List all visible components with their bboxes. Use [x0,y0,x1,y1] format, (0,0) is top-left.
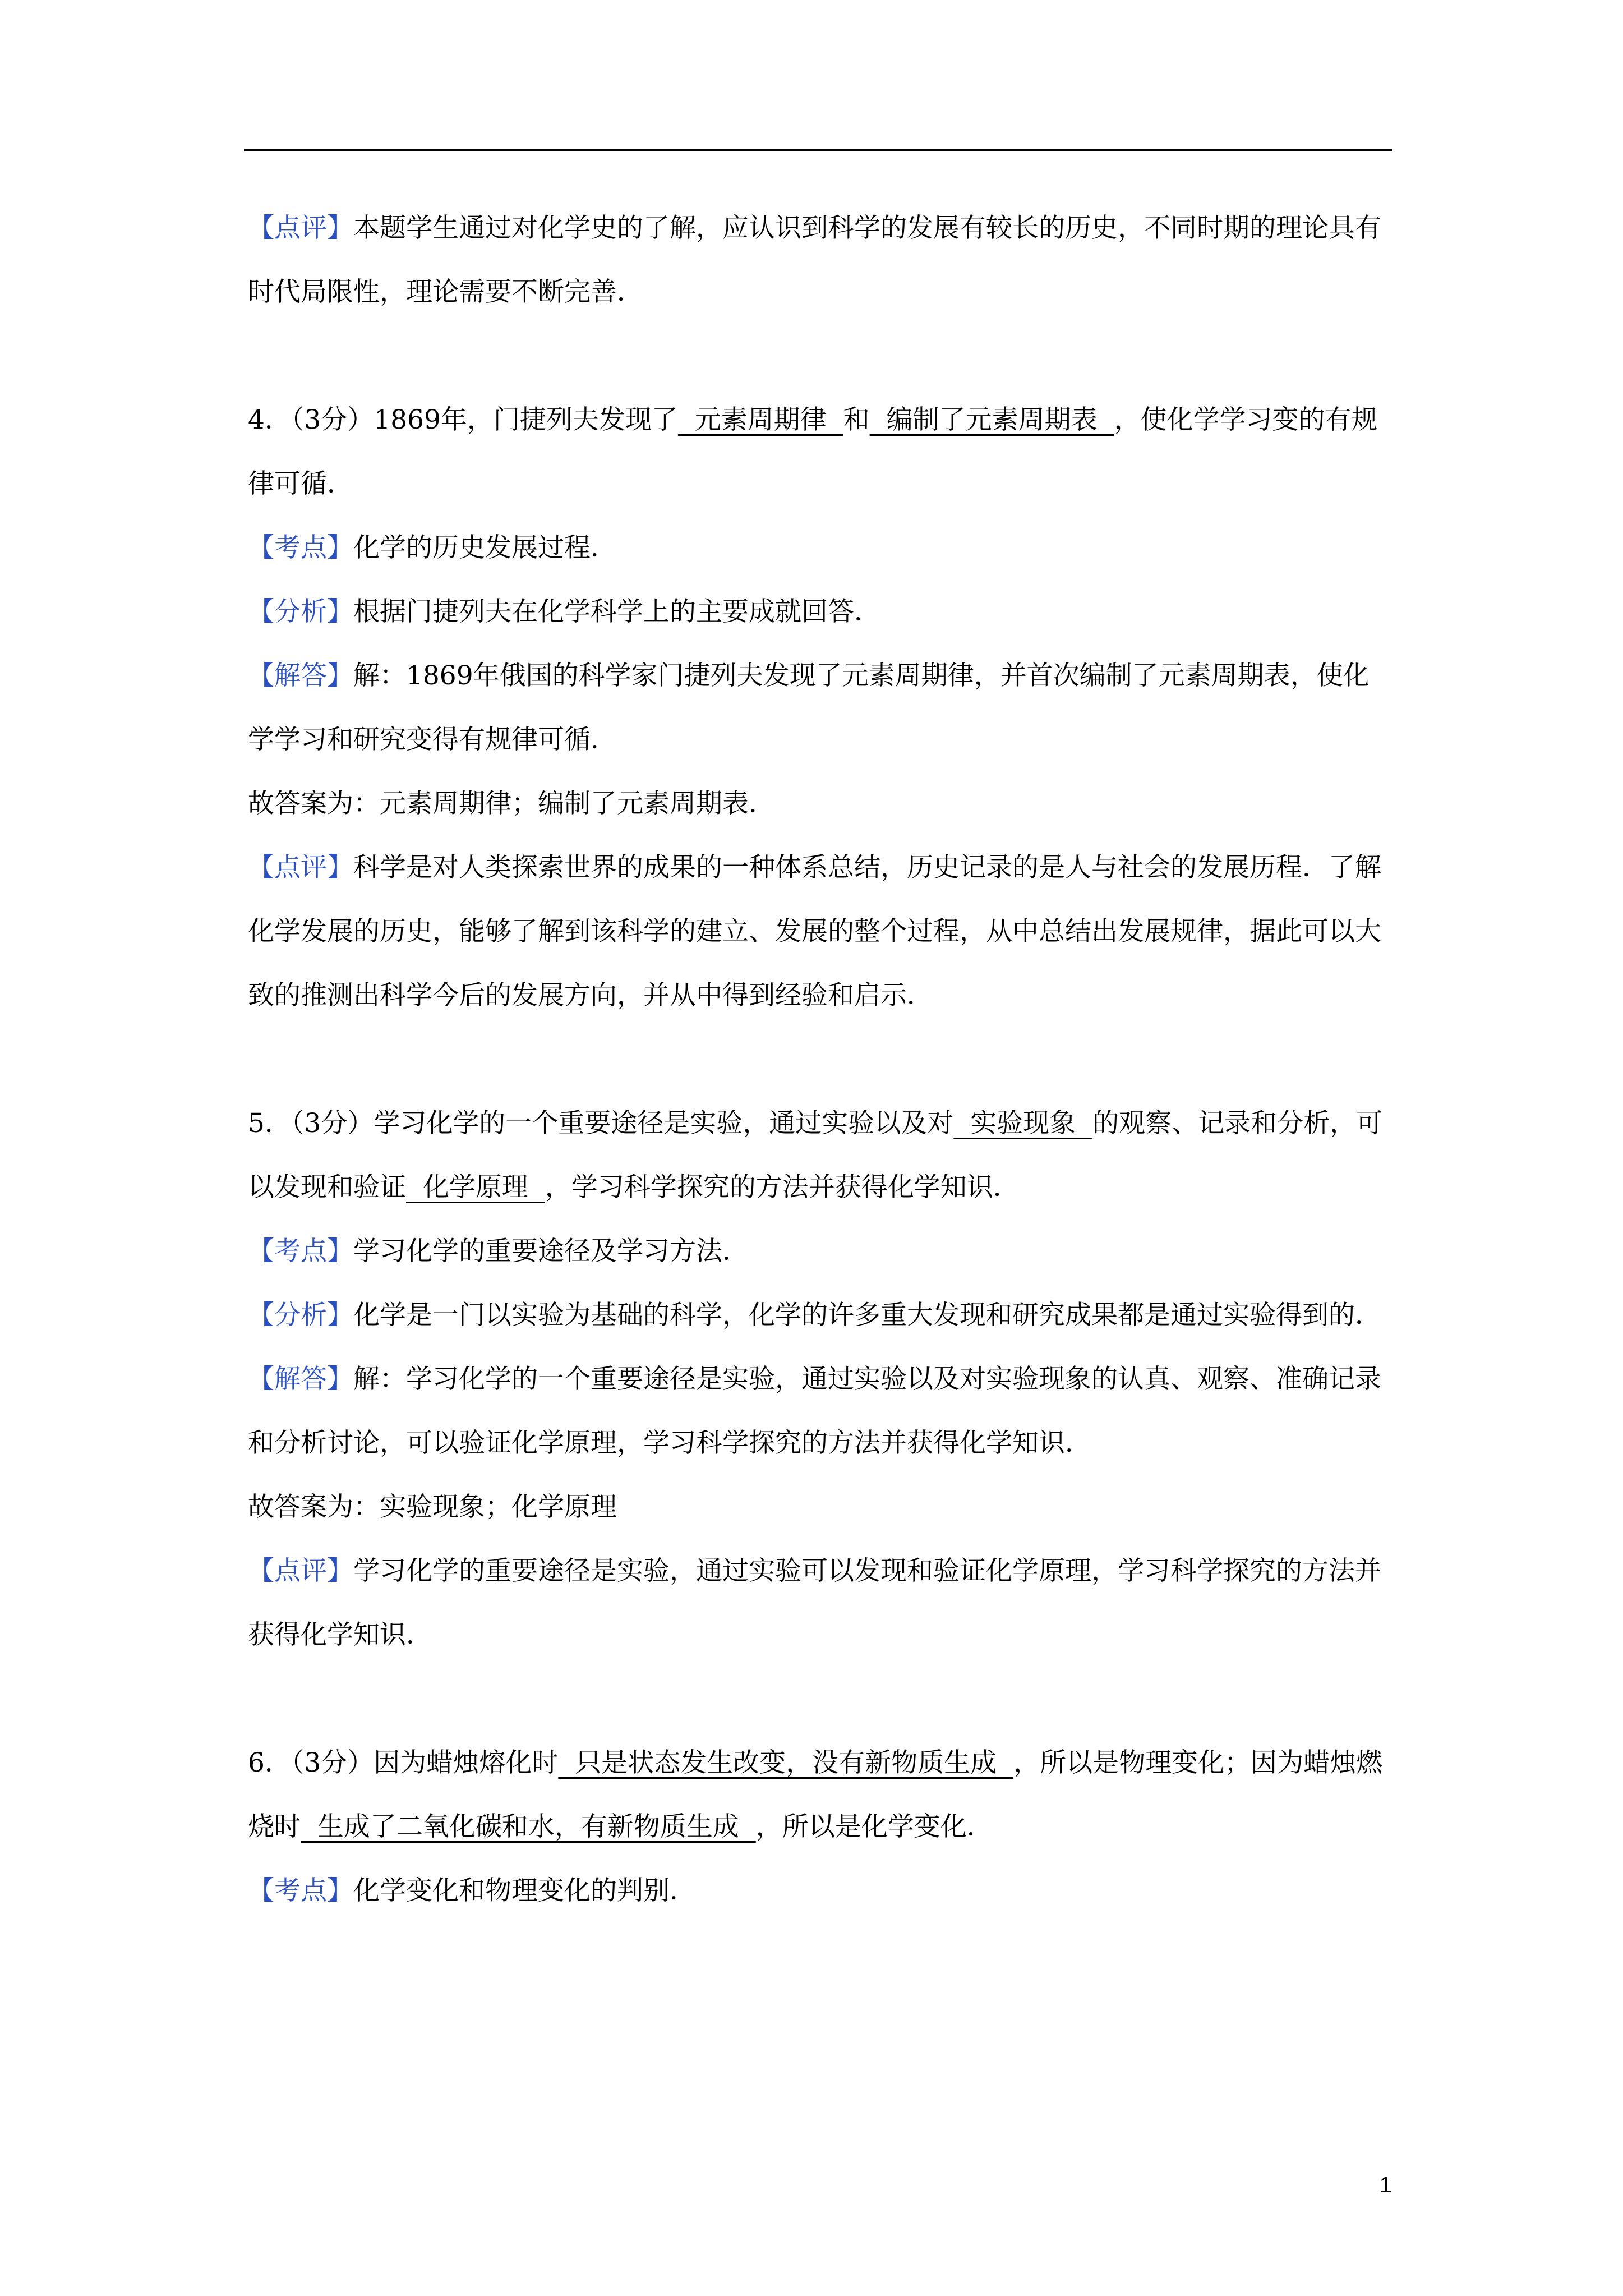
q4-answer: 故答案为：元素周期律；编制了元素周期表． [248,788,775,819]
prev-dianping-text: 本题学生通过对化学史的了解，应认识到科学的发展有较长的历史，不同时期的理论具有时代局限性，理论需要不断完善． [248,213,1381,307]
q5-jieda-text: 解：学习化学的一个重要途径是实验，通过实验以及对实验现象的认真、观察、准确记录和分析讨论，可以验证化学原理，学习科学探究的方法并获得化学知识． [248,1364,1381,1458]
q5-stem-c: ，学习科学探究的方法并获得化学知识． [545,1172,1020,1203]
q5-jieda [248,1347,1392,1475]
q4-jieda [248,644,1392,772]
q6-stem-b: ，所以是物理变化；因为蜡烛燃烧时 [248,1747,1383,1842]
jieda-tag: 【解答】 [248,660,353,691]
q5-dianping-text: 学习化学的重要途径是实验，通过实验可以发现和验证化学原理，学习科学探究的方法并获得化学知识． [248,1556,1381,1650]
q5-blank-2: 化学原理 [406,1172,545,1203]
q4-stem [248,388,1392,516]
page-number: 1 [1379,2173,1392,2197]
q6-stem-a: 6．（3分）因为蜡烛熔化时 [248,1747,559,1778]
q5-fenxi-text: 化学是一门以实验为基础的科学，化学的许多重大发现和研究成果都是通过实验得到的． [353,1300,1381,1331]
fenxi-tag: 【分析】 [248,1300,353,1331]
q5-kaodian [248,1220,1392,1283]
q5-stem-a: 5．（3分）学习化学的一个重要途径是实验，通过实验以及对 [248,1108,954,1139]
q5-stem [248,1092,1392,1220]
kaodian-tag: 【考点】 [248,532,353,563]
q5-kaodian-text: 学习化学的重要途径及学习方法． [353,1236,749,1267]
dianping-tag: 【点评】 [248,852,353,883]
jieda-tag: 【解答】 [248,1364,353,1395]
q6-kaodian-text: 化学变化和物理变化的判别． [353,1875,696,1906]
q4-jieda-text: 解：1869年俄国的科学家门捷列夫发现了元素周期律，并首次编制了元素周期表，使化学学习和研究变得有规律可循． [248,660,1370,755]
dianping-tag: 【点评】 [248,213,353,243]
q4-dianping-text: 科学是对人类探索世界的成果的一种体系总结，历史记录的是人与社会的发展历程．了解化学发展的历史，能够了解到该科学的建立、发展的整个过程，从中总结出发展规律，据此可以大致的推测出科学今后的发展方向，并从中得到经验和启示． [248,852,1381,1011]
dianping-tag: 【点评】 [248,1556,353,1586]
q4-fenxi [248,580,1392,644]
q5-answer: 故答案为：实验现象；化学原理 [248,1492,617,1522]
q4-kaodian-text: 化学的历史发展过程． [353,532,617,563]
q4-stem-b: 和 [843,404,870,435]
kaodian-tag: 【考点】 [248,1236,353,1267]
q4-fenxi-text: 根据门捷列夫在化学科学上的主要成就回答． [353,596,880,627]
q6-blank-2: 生成了二氧化碳和水，有新物质生成 [301,1811,756,1842]
q4-blank-2: 编制了元素周期表 [869,404,1114,435]
header-rule [244,149,1392,151]
q5-fenxi [248,1283,1392,1347]
q6-blank-1: 只是状态发生改变，没有新物质生成 [558,1747,1014,1778]
q6-stem [248,1731,1392,1859]
q5-dianping [248,1539,1392,1667]
q4-stem-a: 4．（3分）1869年，门捷列夫发现了 [248,404,678,435]
q4-dianping [248,836,1392,1028]
q4-kaodian [248,516,1392,580]
q4-blank-1: 元素周期律 [677,404,843,435]
kaodian-tag: 【考点】 [248,1875,353,1906]
q6-kaodian [248,1859,1392,1923]
q5-blank-1: 实验现象 [953,1108,1093,1139]
spacer [248,1667,1392,1731]
q6-stem-c: ，所以是化学变化． [755,1811,993,1842]
q5-stem-b: 的观察、记录和分析，可以发现和验证 [248,1108,1383,1203]
q4-stem-c: ，使化学学习变的有规律可循． [248,404,1378,499]
fenxi-tag: 【分析】 [248,596,353,627]
document-body [248,196,1392,1923]
prev-dianping-paragraph [248,196,1392,324]
spacer [248,1028,1392,1092]
spacer [248,324,1392,388]
